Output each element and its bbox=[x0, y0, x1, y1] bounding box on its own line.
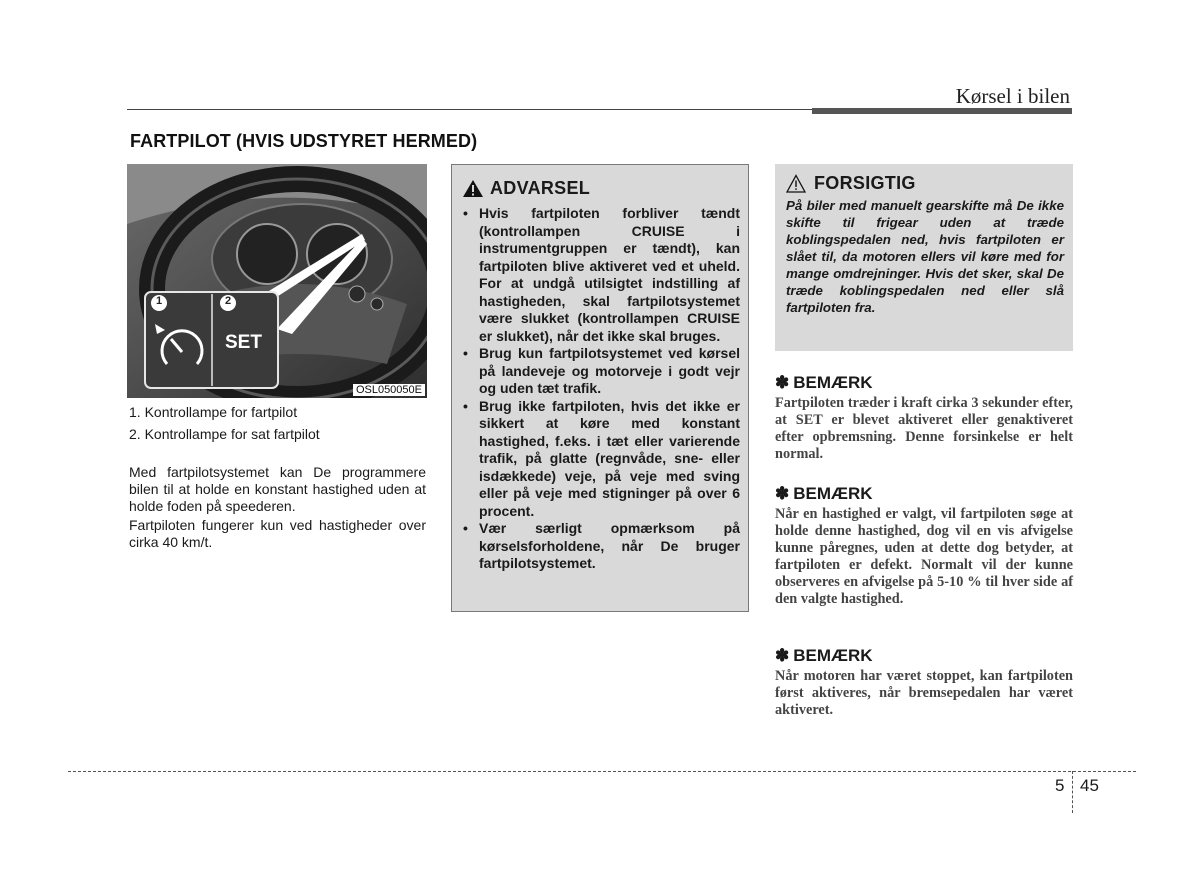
warning-title: ADVARSEL bbox=[490, 178, 591, 198]
chapter-number: 5 bbox=[1055, 776, 1065, 795]
caution-header bbox=[786, 173, 916, 194]
note-title: BEMÆRK bbox=[793, 484, 873, 503]
list-item: • Brug ikke fartpiloten, hvis det ikke er sikkert at køre med konstant hastighed, f.eks. i tæt eller varierende trafik, på glatte (regnvåde, sne- eller isdækkede) veje, på veje med sving eller på veje med stigninger på over 6 procent. bbox=[462, 398, 740, 521]
list-item: • Hvis fartpiloten forbliver tændt (kontrollampen CRUISE i instrumentgruppen er tændt), kan fartpiloten blive aktiveret ved et uheld. For at undgå utilsigtet indstilling af hastigheden, skal fartpilotsystemet være slukket (kontrollampen CRUISE er slukket), når det ikke skal bruges. bbox=[462, 205, 740, 345]
note-text: Når motoren har været stoppet, kan fartpiloten først aktiveres, når bremsepedalen har været aktiveret. bbox=[775, 668, 1073, 718]
legend-item: 2. Kontrollampe for sat fartpilot bbox=[129, 426, 320, 442]
callout-1: 1 bbox=[155, 295, 163, 307]
warning-box bbox=[451, 164, 749, 612]
note-header bbox=[775, 373, 1073, 393]
intro-paragraph: Med fartpilotsystemet kan De programmere bilen til at holde en konstant hastighed uden at holde foden på speederen. bbox=[129, 464, 426, 514]
list-item: • Vær særligt opmærksom på kørselsforholdene, når De bruger fartpilotsystemet. bbox=[462, 520, 740, 573]
section-title: FARTPILOT (HVIS UDSTYRET HERMED) bbox=[130, 131, 478, 151]
caution-box bbox=[775, 164, 1073, 351]
running-header: Kørsel i bilen bbox=[955, 84, 1070, 108]
caution-triangle-icon bbox=[786, 174, 806, 193]
page-number: 45 bbox=[1080, 776, 1099, 795]
warning-list bbox=[462, 205, 740, 573]
callout-2: 2 bbox=[224, 295, 232, 307]
header-accent-bar bbox=[812, 108, 1072, 114]
asterisk-icon: ✽ bbox=[775, 373, 790, 392]
footer-divider bbox=[1072, 771, 1073, 813]
footer-rule bbox=[68, 771, 1136, 772]
note-block bbox=[775, 646, 1073, 719]
caution-title: FORSIGTIG bbox=[814, 173, 916, 193]
note-text: Fartpiloten træder i kraft cirka 3 sekunder efter, at SET er blevet aktiveret eller genaktiveret efter opbremsning. Denne forsinkelse er helt normal. bbox=[775, 395, 1073, 462]
legend-item: 1. Kontrollampe for fartpilot bbox=[129, 404, 298, 420]
note-block bbox=[775, 373, 1073, 463]
steering-wheel-icon bbox=[127, 164, 427, 398]
asterisk-icon: ✽ bbox=[775, 484, 790, 503]
figure-code: OSL050050E bbox=[353, 384, 425, 396]
note-block bbox=[775, 484, 1073, 608]
note-title: BEMÆRK bbox=[793, 373, 873, 392]
figure-legend bbox=[129, 404, 429, 448]
note-header bbox=[775, 646, 1073, 666]
steering-wheel-figure bbox=[127, 164, 427, 398]
intro-text bbox=[129, 464, 426, 553]
warning-header bbox=[462, 178, 590, 199]
warning-triangle-icon bbox=[462, 179, 484, 198]
note-text: Når en hastighed er valgt, vil fartpiloten søge at holde denne hastighed, dog vil en vis afvigelse kunne påregnes, uden at dette dog betyder, at fartpiloten er defekt. Normalt vil der kunne observeres en afvigelse på 5-10 % til hver side af den valgte hastighed. bbox=[775, 506, 1073, 607]
asterisk-icon: ✽ bbox=[775, 646, 790, 665]
note-header bbox=[775, 484, 1073, 504]
caution-text: På biler med manuelt gearskifte må De ikke skifte til frigear uden at træde koblingspedalen ned, hvis fartpiloten er slået til, da motoren ellers vil køre med for mange omdrejninger. Hvis det sker, skal De træde koblingspedalen ned eller slå fartpiloten fra. bbox=[786, 198, 1064, 315]
intro-paragraph: Fartpiloten fungerer kun ved hastigheder over cirka 40 km/t. bbox=[129, 517, 426, 550]
note-title: BEMÆRK bbox=[793, 646, 873, 665]
list-item: • Brug kun fartpilotsystemet ved kørsel på landeveje og motorveje i godt vejr og uden tæt trafik. bbox=[462, 345, 740, 398]
set-label: SET bbox=[225, 332, 262, 353]
